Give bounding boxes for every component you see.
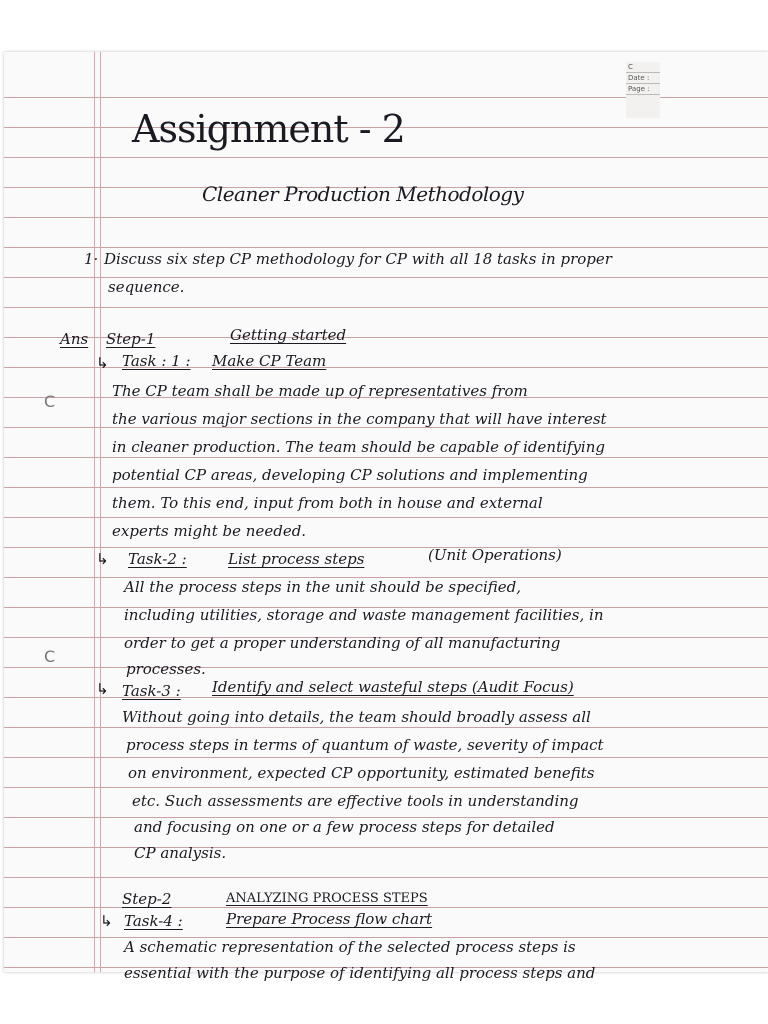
margin-mark: C bbox=[44, 392, 56, 411]
task-text-line: Without going into details, the team should broadly assess all bbox=[122, 708, 591, 726]
task-label: Task-4 : bbox=[124, 912, 183, 930]
task-text-line: processes. bbox=[126, 660, 206, 678]
step-title: ANALYZING PROCESS STEPS bbox=[226, 891, 428, 906]
task-text-line: experts might be needed. bbox=[112, 522, 307, 540]
task-title: List process steps bbox=[228, 550, 365, 568]
task-text-line: on environment, expected CP opportunity, estimated benefits bbox=[128, 764, 595, 782]
task-label: Task-3 : bbox=[122, 682, 181, 700]
task-text-line: A schematic representation of the selected process steps is bbox=[124, 938, 576, 956]
page-subtitle: Cleaner Production Methodology bbox=[202, 182, 524, 206]
arrow-icon: ↳ bbox=[96, 550, 109, 568]
task-text-line: etc. Such assessments are effective tools in understanding bbox=[132, 792, 579, 810]
date-page-box bbox=[626, 62, 660, 118]
question-line: sequence. bbox=[108, 278, 185, 296]
task-text-line: CP analysis. bbox=[134, 844, 227, 862]
task-text-line: in cleaner production. The team should be capable of identifying bbox=[112, 438, 605, 456]
task-text-line: including utilities, storage and waste management facilities, in bbox=[124, 606, 604, 624]
margin-line bbox=[94, 52, 95, 972]
task-title: Prepare Process flow chart bbox=[226, 910, 433, 928]
step-title: Getting started bbox=[230, 326, 347, 344]
question-number: 1· bbox=[84, 250, 99, 268]
step-heading: Step-2 bbox=[122, 890, 172, 908]
task-text-line: order to get a proper understanding of all manufacturing bbox=[124, 634, 561, 652]
task-text-line: The CP team shall be made up of representatives from bbox=[112, 382, 528, 400]
task-text-line: them. To this end, input from both in house and external bbox=[112, 494, 543, 512]
arrow-icon: ↳ bbox=[100, 912, 113, 930]
arrow-icon: ↳ bbox=[96, 680, 109, 698]
task-title: Identify and select wasteful steps (Audit Focus) bbox=[212, 678, 574, 696]
task-title: Make CP Team bbox=[212, 352, 327, 370]
task-text-line: All the process steps in the unit should be specified, bbox=[124, 578, 522, 596]
date-label: Date : bbox=[626, 73, 660, 84]
step-heading: Step-1 bbox=[106, 330, 156, 348]
task-text-line: process steps in terms of quantum of waste, severity of impact bbox=[126, 736, 604, 754]
margin-line bbox=[100, 52, 101, 972]
page-title: Assignment - 2 bbox=[132, 107, 405, 151]
page-label: Page : bbox=[626, 84, 660, 95]
task-text-line: potential CP areas, developing CP solutions and implementing bbox=[112, 466, 588, 484]
arrow-icon: ↳ bbox=[96, 354, 109, 372]
margin-mark: C bbox=[44, 647, 56, 666]
task-label: Task : 1 : bbox=[122, 352, 191, 370]
task-title-extra: (Unit Operations) bbox=[428, 546, 562, 564]
task-label: Task-2 : bbox=[128, 550, 187, 568]
answer-label: Ans bbox=[60, 330, 89, 348]
notebook-page bbox=[4, 52, 768, 982]
question-line: Discuss six step CP methodology for CP with all 18 tasks in proper bbox=[104, 250, 612, 268]
task-text-line: the various major sections in the company that will have interest bbox=[112, 410, 607, 428]
task-text-line: and focusing on one or a few process steps for detailed bbox=[134, 818, 555, 836]
task-text-line: essential with the purpose of identifying all process steps and bbox=[124, 964, 596, 982]
corner-label: C bbox=[626, 62, 660, 73]
